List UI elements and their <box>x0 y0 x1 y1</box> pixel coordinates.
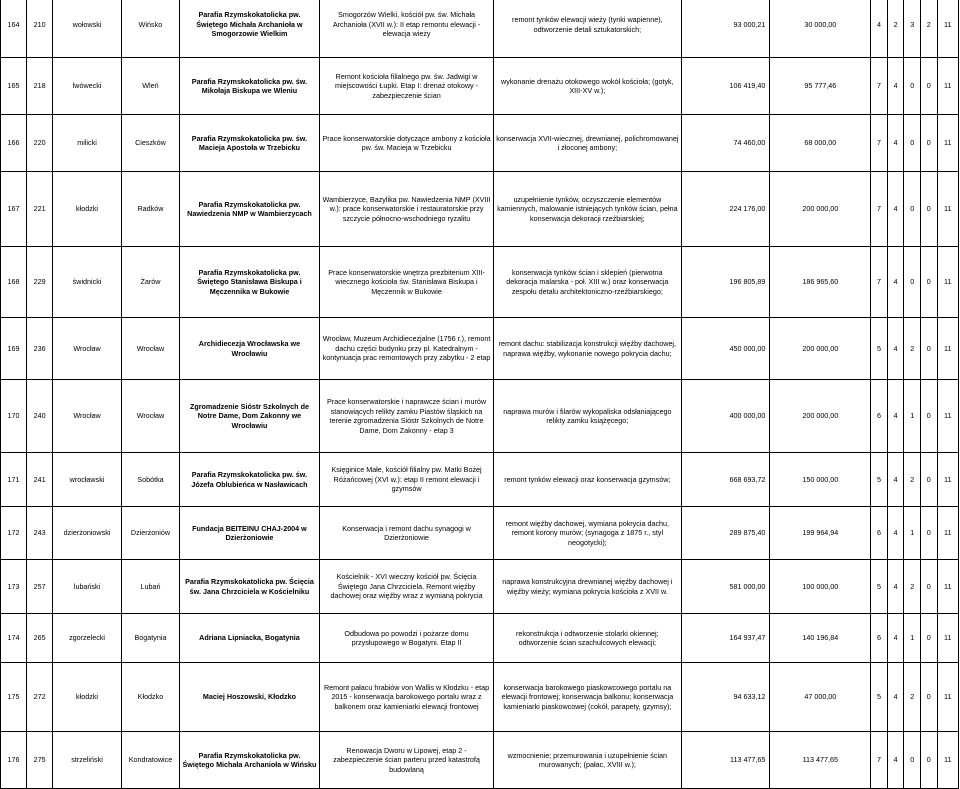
table-row <box>1 247 959 318</box>
grant-amount-cell: 95 777,46 <box>770 58 871 115</box>
score-total-cell: 11 <box>937 318 958 380</box>
municipality-cell: Cieszków <box>121 115 179 172</box>
scope-cell: naprawa konstrukcyjna drewnianej więźby dachowej i więźby wieży; wymiana pokrycia kościoła z XVII w. <box>494 560 681 614</box>
score-2-cell: 4 <box>887 172 904 247</box>
grant-amount-cell: 68 000,00 <box>770 115 871 172</box>
score-2-cell: 4 <box>887 614 904 663</box>
lp-cell: 176 <box>1 732 27 789</box>
applicant-cell: Archidiecezja Wrocławska we Wrocławiu <box>180 318 320 380</box>
total-cost-cell: 400 000,00 <box>681 380 770 453</box>
municipality-cell: Żarów <box>121 247 179 318</box>
monument-cell: Odbudowa po powodzi i pożarze domu przysłupowego w Bogatyni. Etap II <box>319 614 493 663</box>
county-cell: lwówecki <box>53 58 122 115</box>
table-row <box>1 663 959 732</box>
score-1-cell: 6 <box>871 507 888 560</box>
score-1-cell: 5 <box>871 663 888 732</box>
score-total-cell: 11 <box>937 0 958 58</box>
score-4-cell: 0 <box>920 247 937 318</box>
table-row <box>1 0 959 58</box>
county-cell: Wrocław <box>53 380 122 453</box>
score-2-cell: 4 <box>887 663 904 732</box>
app-number-cell: 229 <box>27 247 53 318</box>
municipality-cell: Wleń <box>121 58 179 115</box>
score-total-cell: 11 <box>937 560 958 614</box>
scope-cell: wzmocnienie; przemurowania i uzupełnienie ścian murowanych; (pałac, XVIII w.); <box>494 732 681 789</box>
applicant-cell: Parafia Rzymskokatolicka pw. św. Mikołaja Biskupa we Wleniu <box>180 58 320 115</box>
monument-cell: Konserwacja i remont dachu synagogi w Dzierżoniowie <box>319 507 493 560</box>
grant-amount-cell: 113 477,65 <box>770 732 871 789</box>
applicant-cell: Maciej Hoszowski, Kłodzko <box>180 663 320 732</box>
total-cost-cell: 93 000,21 <box>681 0 770 58</box>
score-2-cell: 4 <box>887 58 904 115</box>
score-1-cell: 6 <box>871 380 888 453</box>
monument-cell: Prace konserwatorskie wnętrza prezbiterium XIII-wiecznego kościoła św. Stanisława Biskupa i Męczennik w Bukowie <box>319 247 493 318</box>
score-3-cell: 1 <box>904 614 921 663</box>
app-number-cell: 243 <box>27 507 53 560</box>
score-1-cell: 7 <box>871 115 888 172</box>
score-4-cell: 0 <box>920 58 937 115</box>
lp-cell: 171 <box>1 453 27 507</box>
table-row <box>1 115 959 172</box>
scope-cell: remont dachu: stabilizacja konstrukcji więźby dachowej, naprawa więźby, wykonanie nowego pokrycia dachu; <box>494 318 681 380</box>
score-3-cell: 3 <box>904 0 921 58</box>
total-cost-cell: 196 805,89 <box>681 247 770 318</box>
applicant-cell: Parafia Rzymskokatolicka pw. Świętego Stanisława Biskupa i Męczennika w Bukowie <box>180 247 320 318</box>
grant-amount-cell: 200 000,00 <box>770 172 871 247</box>
municipality-cell: Wrocław <box>121 380 179 453</box>
county-cell: kłodzki <box>53 663 122 732</box>
app-number-cell: 220 <box>27 115 53 172</box>
county-cell: wołowski <box>53 0 122 58</box>
score-3-cell: 1 <box>904 380 921 453</box>
county-cell: lubański <box>53 560 122 614</box>
total-cost-cell: 668 693,72 <box>681 453 770 507</box>
app-number-cell: 265 <box>27 614 53 663</box>
table-row <box>1 58 959 115</box>
scope-cell: remont tynków elewacji oraz konserwacja gzymsów; <box>494 453 681 507</box>
applicant-cell: Parafia Rzymskokatolicka pw. Świętego Michała Archanioła w Smogorzowie Wielkim <box>180 0 320 58</box>
lp-cell: 174 <box>1 614 27 663</box>
applicant-cell: Parafia Rzymskokatolicka pw. Świętego Michała Archanioła w Wińsku <box>180 732 320 789</box>
lp-cell: 169 <box>1 318 27 380</box>
score-1-cell: 6 <box>871 614 888 663</box>
scope-cell: remont więźby dachowej, wymiana pokrycia dachu, remont korony murów; (synagoga z 1875 r., styl neogotycki); <box>494 507 681 560</box>
applicant-cell: Fundacja BEITEINU CHAJ-2004 w Dzierżoniowie <box>180 507 320 560</box>
lp-cell: 164 <box>1 0 27 58</box>
municipality-cell: Bogatynia <box>121 614 179 663</box>
grant-amount-cell: 199 964,94 <box>770 507 871 560</box>
grant-amount-cell: 30 000,00 <box>770 0 871 58</box>
grant-amount-cell: 150 000,00 <box>770 453 871 507</box>
score-1-cell: 5 <box>871 560 888 614</box>
score-3-cell: 2 <box>904 453 921 507</box>
score-3-cell: 1 <box>904 507 921 560</box>
score-3-cell: 2 <box>904 663 921 732</box>
monument-cell: Wambierzyce, Bazylika pw. Nawiedzenia NMP (XVIII w.): prace konserwatorskie i restauratorskie przy szczycie północno-wschodniego ryzalitu <box>319 172 493 247</box>
score-total-cell: 11 <box>937 453 958 507</box>
score-4-cell: 0 <box>920 732 937 789</box>
score-3-cell: 0 <box>904 247 921 318</box>
county-cell: wrocławski <box>53 453 122 507</box>
county-cell: kłodzki <box>53 172 122 247</box>
total-cost-cell: 581 000,00 <box>681 560 770 614</box>
municipality-cell: Wińsko <box>121 0 179 58</box>
score-2-cell: 4 <box>887 453 904 507</box>
total-cost-cell: 94 633,12 <box>681 663 770 732</box>
score-4-cell: 0 <box>920 172 937 247</box>
app-number-cell: 275 <box>27 732 53 789</box>
score-total-cell: 11 <box>937 58 958 115</box>
scope-cell: wykonanie drenażu otokowego wokół kościoła; (gotyk, XIII-XV w.); <box>494 58 681 115</box>
score-2-cell: 4 <box>887 560 904 614</box>
applicant-cell: Adriana Lipniacka, Bogatynia <box>180 614 320 663</box>
county-cell: milicki <box>53 115 122 172</box>
score-1-cell: 7 <box>871 247 888 318</box>
municipality-cell: Wrocław <box>121 318 179 380</box>
score-2-cell: 4 <box>887 507 904 560</box>
lp-cell: 168 <box>1 247 27 318</box>
applicant-cell: Parafia Rzymskokatolicka pw. św. Macieja Apostoła w Trzebicku <box>180 115 320 172</box>
applicant-cell: Parafia Rzymskokatolicka pw. Ścięcia św. Jana Chrzciciela w Kościelniku <box>180 560 320 614</box>
table-row <box>1 560 959 614</box>
county-cell: zgorzelecki <box>53 614 122 663</box>
county-cell: Wrocław <box>53 318 122 380</box>
score-3-cell: 2 <box>904 318 921 380</box>
app-number-cell: 272 <box>27 663 53 732</box>
score-2-cell: 4 <box>887 247 904 318</box>
county-cell: świdnicki <box>53 247 122 318</box>
table-row <box>1 614 959 663</box>
app-number-cell: 221 <box>27 172 53 247</box>
app-number-cell: 241 <box>27 453 53 507</box>
applicant-cell: Parafia Rzymskokatolicka pw. św. Józefa Oblubieńca w Nasławicach <box>180 453 320 507</box>
monument-cell: Remont kościoła filialnego pw. św. Jadwigi w miejscowości Łupki. Etap I: drenaż otokowy - zabezpieczenie ścian <box>319 58 493 115</box>
monument-cell: Prace konserwatorskie dotyczące ambony z kościoła pw. św. Macieja w Trzebicku <box>319 115 493 172</box>
municipality-cell: Sobótka <box>121 453 179 507</box>
county-cell: strzeliński <box>53 732 122 789</box>
score-1-cell: 7 <box>871 732 888 789</box>
scope-cell: konserwacja barokowego piaskowcowego portalu na elewacji frontowej; konserwacja balkonu; konserwacja kamieniarki piaskowcowej (cokół, parapety, gzymsy); <box>494 663 681 732</box>
municipality-cell: Dzierżoniów <box>121 507 179 560</box>
scope-cell: rekonstrukcja i odtworzenie stolarki okiennej; odtworzenie ścian szachulcowych elewacji; <box>494 614 681 663</box>
score-4-cell: 0 <box>920 380 937 453</box>
grant-amount-cell: 140 196,84 <box>770 614 871 663</box>
score-3-cell: 0 <box>904 732 921 789</box>
score-1-cell: 5 <box>871 453 888 507</box>
score-4-cell: 0 <box>920 318 937 380</box>
score-4-cell: 0 <box>920 115 937 172</box>
score-4-cell: 0 <box>920 453 937 507</box>
monument-cell: Prace konserwatorskie i naprawcze ścian i murów stanowiących relikty zamku Piastów śląskich na terenie zgromadzenia Sióstr Szkolnych de Notre Dame, Dom Zakonny - etap 3 <box>319 380 493 453</box>
score-4-cell: 0 <box>920 614 937 663</box>
score-2-cell: 4 <box>887 318 904 380</box>
municipality-cell: Kłodzko <box>121 663 179 732</box>
grant-amount-cell: 47 000,00 <box>770 663 871 732</box>
grant-amount-cell: 100 000,00 <box>770 560 871 614</box>
scope-cell: konserwacja XVII-wiecznej, drewnianej, polichromowanej i złoconej ambony; <box>494 115 681 172</box>
app-number-cell: 236 <box>27 318 53 380</box>
total-cost-cell: 164 937,47 <box>681 614 770 663</box>
score-4-cell: 2 <box>920 0 937 58</box>
score-2-cell: 4 <box>887 732 904 789</box>
lp-cell: 170 <box>1 380 27 453</box>
scope-cell: naprawa murów i filarów wykopaliska odsłaniającego relikty zamku książęcego; <box>494 380 681 453</box>
lp-cell: 175 <box>1 663 27 732</box>
score-total-cell: 11 <box>937 115 958 172</box>
monument-cell: Renowacja Dworu w Lipowej, etap 2 - zabezpieczenie ścian parteru przed katastrofą budowlaną <box>319 732 493 789</box>
table-body <box>1 0 959 789</box>
lp-cell: 173 <box>1 560 27 614</box>
applicant-cell: Zgromadzenie Sióstr Szkolnych de Notre Dame, Dom Zakonny we Wrocławiu <box>180 380 320 453</box>
table-row <box>1 318 959 380</box>
applicant-cell: Parafia Rzymskokatolicka pw. Nawiedzenia NMP w Wambierzycach <box>180 172 320 247</box>
app-number-cell: 218 <box>27 58 53 115</box>
score-4-cell: 0 <box>920 663 937 732</box>
app-number-cell: 210 <box>27 0 53 58</box>
monument-cell: Wrocław, Muzeum Archidiecezjalne (1756 r.), remont dachu części budynku przy pl. Katedralnym - kontynuacja prac remontowych przy zabytku - 2 etap <box>319 318 493 380</box>
lp-cell: 166 <box>1 115 27 172</box>
score-total-cell: 11 <box>937 380 958 453</box>
score-total-cell: 11 <box>937 663 958 732</box>
score-1-cell: 4 <box>871 0 888 58</box>
score-4-cell: 0 <box>920 507 937 560</box>
municipality-cell: Kondratowice <box>121 732 179 789</box>
monument-cell: Remont pałacu hrabiów von Wallis w Kłodzku - etap 2015 - konserwacja barokowego portalu wraz z balkonem oraz kamieniarki elewacji frontowej <box>319 663 493 732</box>
score-3-cell: 0 <box>904 58 921 115</box>
scope-cell: konserwacja tynków ścian i sklepień (pierwotna dekoracja malarska - poł. XIII w.) oraz konserwacja zespołu detalu architektoniczno-rzeźbiarskiego; <box>494 247 681 318</box>
score-3-cell: 0 <box>904 115 921 172</box>
score-1-cell: 5 <box>871 318 888 380</box>
score-2-cell: 4 <box>887 380 904 453</box>
lp-cell: 165 <box>1 58 27 115</box>
total-cost-cell: 113 477,65 <box>681 732 770 789</box>
grant-amount-cell: 200 000,00 <box>770 318 871 380</box>
score-1-cell: 7 <box>871 172 888 247</box>
score-3-cell: 0 <box>904 172 921 247</box>
score-4-cell: 0 <box>920 560 937 614</box>
grant-amount-cell: 186 965,60 <box>770 247 871 318</box>
score-1-cell: 7 <box>871 58 888 115</box>
municipality-cell: Lubań <box>121 560 179 614</box>
total-cost-cell: 289 875,40 <box>681 507 770 560</box>
score-2-cell: 4 <box>887 115 904 172</box>
grant-amount-cell: 200 000,00 <box>770 380 871 453</box>
monument-cell: Kościelnik - XVI wieczny kościół pw. Ścięcia Świętego Jana Chrzciciela. Remont więźby dachowej oraz więźby wraz z wymianą pokrycia <box>319 560 493 614</box>
score-total-cell: 11 <box>937 247 958 318</box>
score-total-cell: 11 <box>937 614 958 663</box>
municipality-cell: Radków <box>121 172 179 247</box>
lp-cell: 172 <box>1 507 27 560</box>
table-row <box>1 732 959 789</box>
score-2-cell: 2 <box>887 0 904 58</box>
score-total-cell: 11 <box>937 507 958 560</box>
total-cost-cell: 224 176,00 <box>681 172 770 247</box>
score-total-cell: 11 <box>937 732 958 789</box>
table-row <box>1 380 959 453</box>
score-3-cell: 2 <box>904 560 921 614</box>
table-row <box>1 507 959 560</box>
score-total-cell: 11 <box>937 172 958 247</box>
county-cell: dzierżoniowski <box>53 507 122 560</box>
table-row <box>1 453 959 507</box>
monument-cell: Smogorzów Wielki, kościół pw. św. Michała Archanioła (XVII w.): II etap remontu elewacji - elewacja wieży <box>319 0 493 58</box>
monument-cell: Księginice Małe, kościół filialny pw. Matki Bożej Różańcowej (XVI w.): etap II remont elewacji i gzymsów <box>319 453 493 507</box>
total-cost-cell: 450 000,00 <box>681 318 770 380</box>
lp-cell: 167 <box>1 172 27 247</box>
total-cost-cell: 106 419,40 <box>681 58 770 115</box>
table-row <box>1 172 959 247</box>
app-number-cell: 257 <box>27 560 53 614</box>
scope-cell: uzupełnienie tynków, oczyszczenie elementów kamiennych, malowanie istniejących tynków ścian, pełna konserwacja dekoracji rzeźbiarskiej; <box>494 172 681 247</box>
total-cost-cell: 74 460,00 <box>681 115 770 172</box>
scope-cell: remont tynków elewacji wieży (tynki wapienne), odtworzenie detali sztukatorskich; <box>494 0 681 58</box>
app-number-cell: 240 <box>27 380 53 453</box>
